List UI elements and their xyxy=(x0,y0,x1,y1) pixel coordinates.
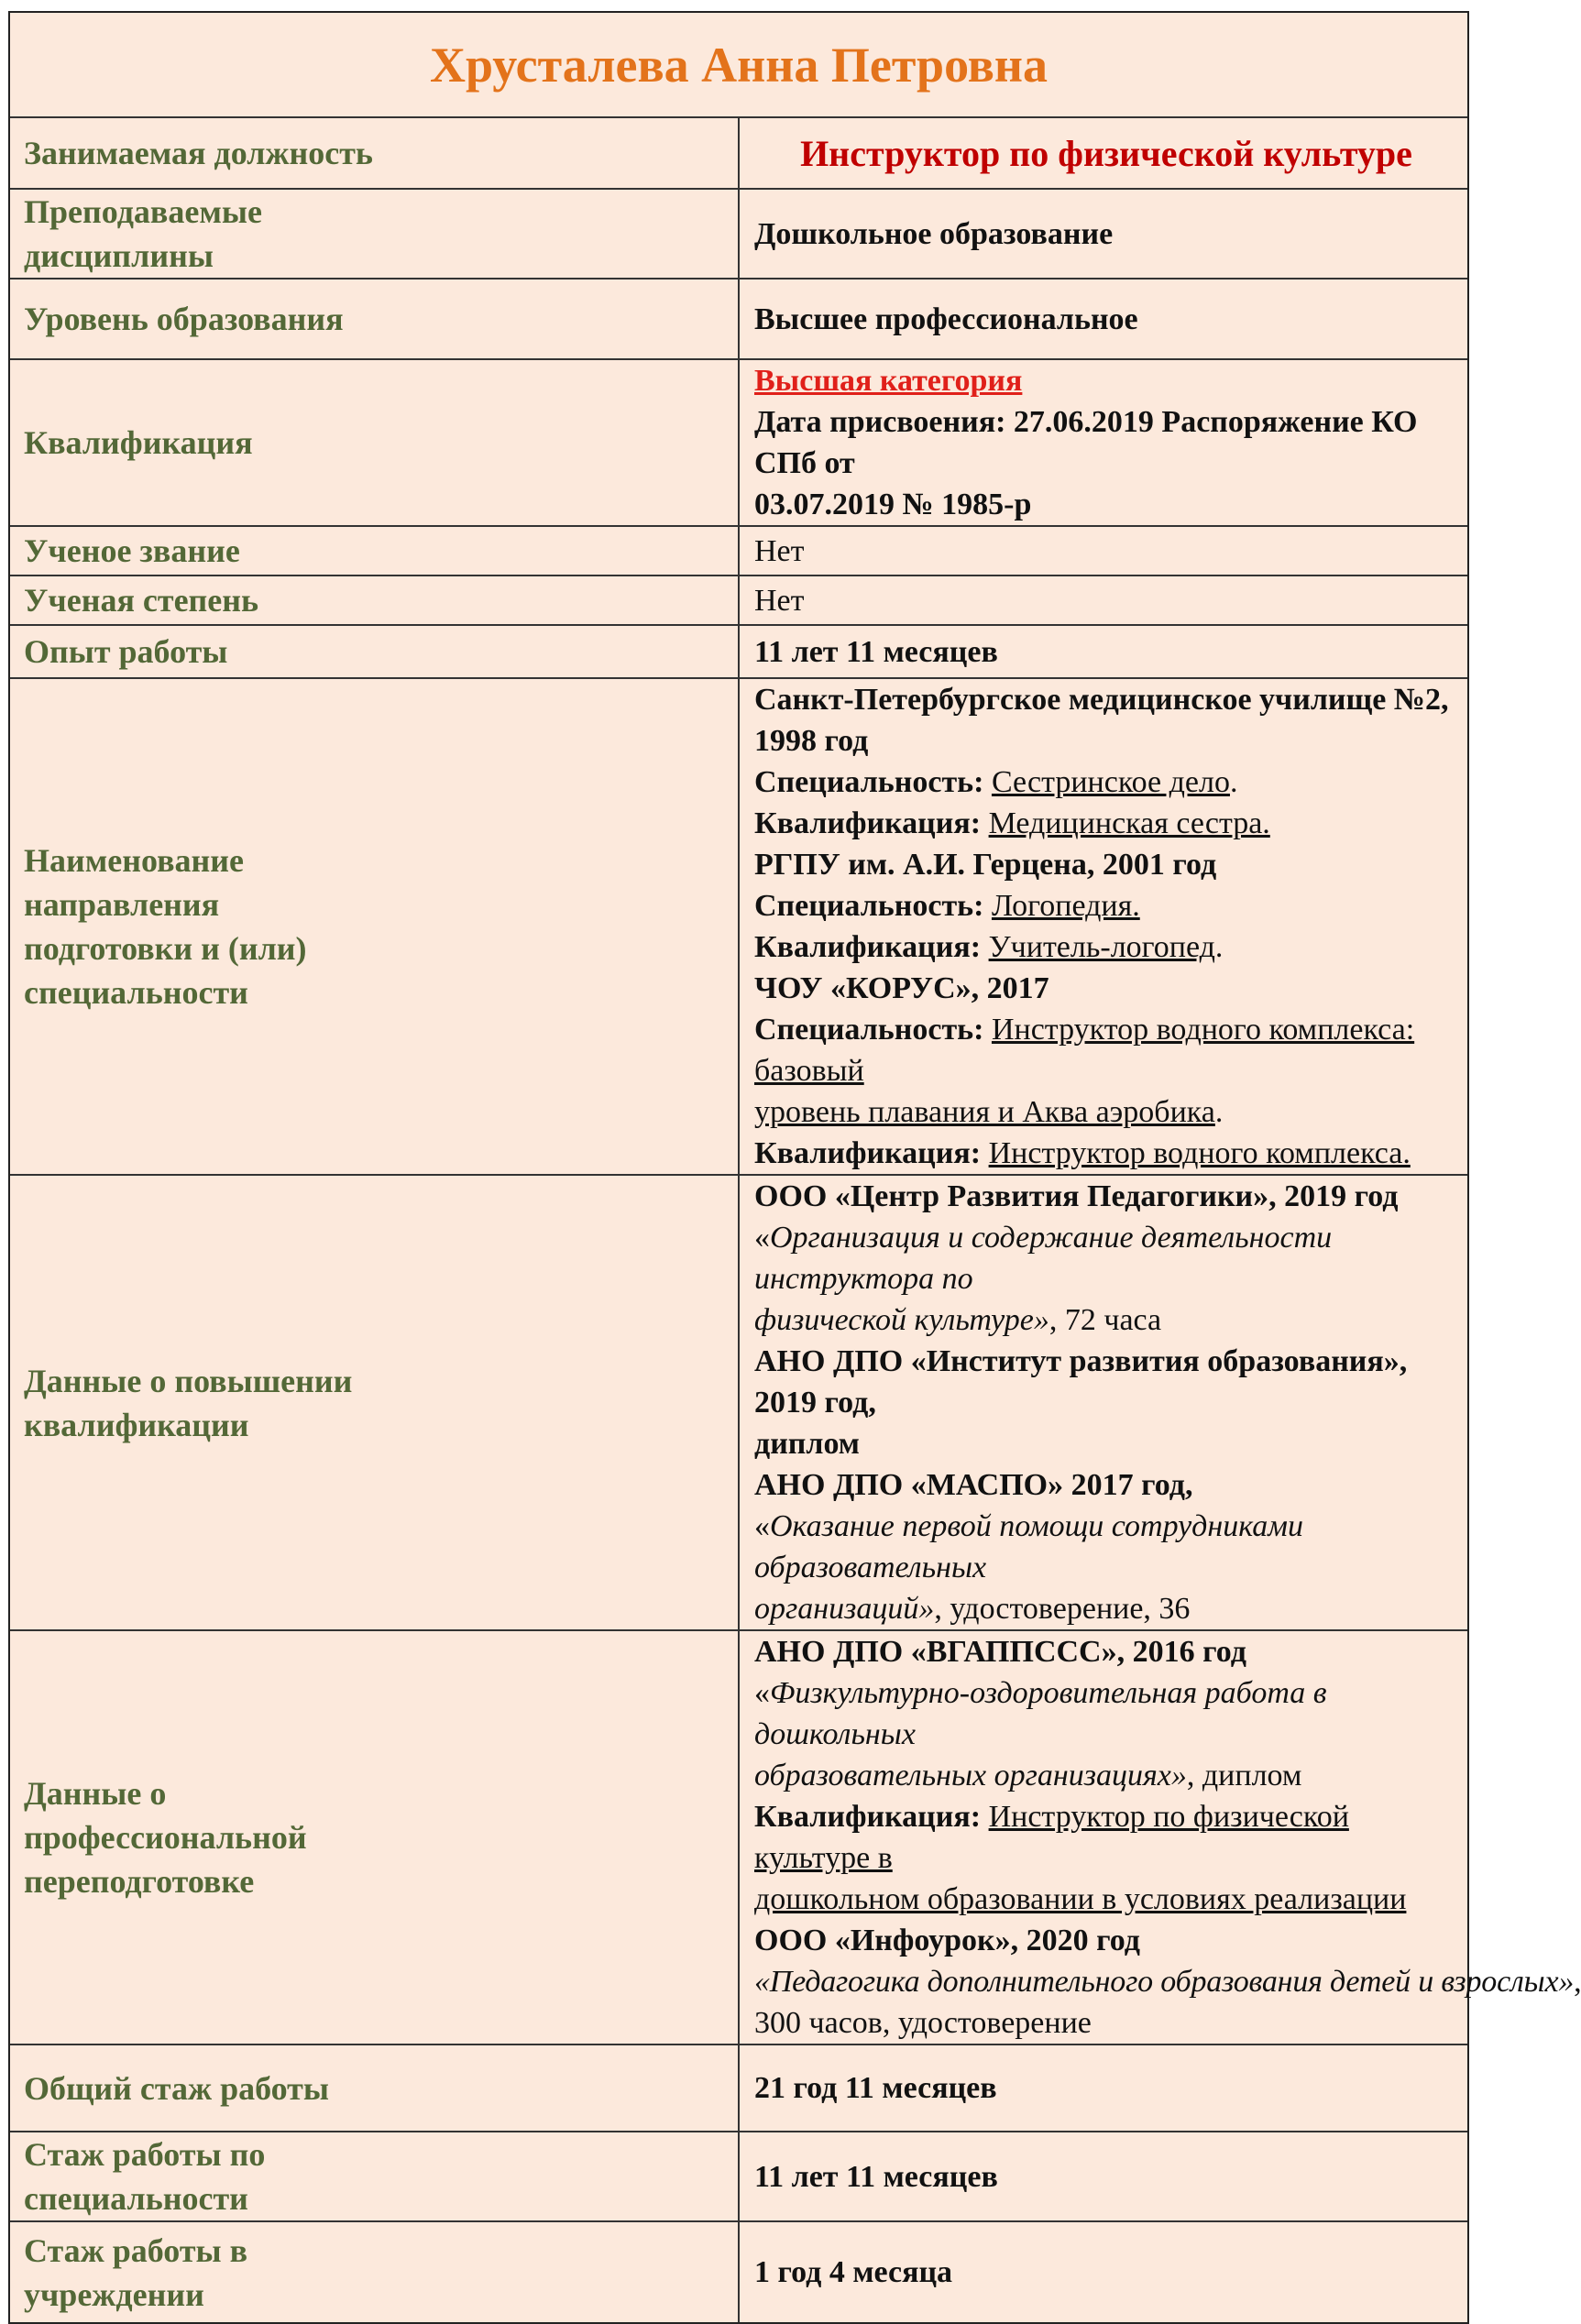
disciplines-label-line1: Преподаваемые xyxy=(24,193,262,230)
course1-quote: « xyxy=(754,1221,770,1255)
staff-card xyxy=(8,11,1581,2324)
course3-tail: , удостоверение, 36 xyxy=(934,1592,1191,1626)
position-value: Инструктор по физической культуре xyxy=(800,132,1412,174)
education-level-label: Уровень образования xyxy=(10,279,739,359)
row-education-level xyxy=(10,279,1467,359)
course3-title: АНО ДПО «МАСПО» 2017 год, xyxy=(754,1468,1193,1502)
retraining2-tail: 300 часов, удостоверение xyxy=(754,2006,1092,2040)
position-label: Занимаемая должность xyxy=(10,117,739,189)
retraining2-name: «Педагогика дополнительного образования детей и взрослых» xyxy=(754,1965,1575,1999)
institution-experience-value: 1 год 4 месяца xyxy=(739,2221,1467,2322)
academic-title-value: Нет xyxy=(739,526,1467,576)
retraining-label-line1: Данные о xyxy=(24,1775,167,1812)
advanced-training-value xyxy=(739,1175,1467,1630)
edu1-qual-label: Квалификация: xyxy=(754,806,982,840)
title-row xyxy=(10,13,1467,117)
specialty-experience-label-line1: Стаж работы по xyxy=(24,2136,266,2173)
edu3-title: ЧОУ «КОРУС», 2017 xyxy=(754,971,1049,1005)
edu1-qual: Медицинская сестра. xyxy=(988,806,1270,840)
academic-title-label: Ученое звание xyxy=(10,526,739,576)
total-experience-value: 21 год 11 месяцев xyxy=(739,2044,1467,2132)
course1-name-line2: физической культуре» xyxy=(754,1303,1049,1337)
specialty-label-line1: Наименование xyxy=(24,842,244,879)
academic-degree-label: Ученая степень xyxy=(10,576,739,625)
advanced-training-label-line1: Данные о повышении xyxy=(24,1362,353,1399)
edu1-spec: Сестринское дело xyxy=(991,765,1230,799)
retraining1-title: АНО ДПО «ВГАППССС», 2016 год xyxy=(754,1635,1246,1669)
retraining1-name-line2: образовательных организациях» xyxy=(754,1759,1187,1792)
retraining1-quote: « xyxy=(754,1676,770,1710)
course1-name-line1: Организация и содержание деятельности инструктора по xyxy=(754,1221,1333,1296)
retraining1-name-line1: Физкультурно-оздоровительная работа в дошкольных xyxy=(754,1676,1327,1751)
academic-degree-value: Нет xyxy=(739,576,1467,625)
specialty-label-line2: направления xyxy=(24,886,220,923)
category-link[interactable]: Высшая категория xyxy=(754,364,1023,398)
disciplines-label xyxy=(10,189,739,279)
course2-title-line2: диплом xyxy=(754,1427,860,1461)
qualification-date: Дата присвоения: 27.06.2019 Распоряжение КО СПб от xyxy=(754,405,1418,480)
disciplines-value: Дошкольное образование xyxy=(739,189,1467,279)
institution-experience-label xyxy=(10,2221,739,2322)
course1-title: ООО «Центр Развития Педагогики», 2019 год xyxy=(754,1179,1399,1213)
experience-label: Опыт работы xyxy=(10,625,739,678)
edu3-spec-label: Специальность: xyxy=(754,1013,984,1047)
specialty-value: Санкт-Петербургское медицинское училище №2, 1998 год Специальность: Сестринское дело. Квалификация: Медицинская сестра. РГПУ им. А.И. Герцена, 2001 год Специальность: Логопедия. Квалификация: Учитель-логопед. ЧОУ «КОРУС», 2017 Специальность: Инструктор водного комплекса: базовый уровень плавания и Аква аэробика. Квалификация: Инструктор водного комплекса. xyxy=(739,678,1467,1175)
retraining-label xyxy=(10,1630,739,2044)
edu3-spec-line1: Инструктор водного комплекса: базовый xyxy=(754,1013,1415,1088)
row-academic-title xyxy=(10,526,1467,576)
retraining-label-line3: переподготовке xyxy=(24,1863,255,1900)
experience-value: 11 лет 11 месяцев xyxy=(739,625,1467,678)
edu2-title: РГПУ им. А.И. Герцена, 2001 год xyxy=(754,848,1217,882)
institution-experience-label-line2: учреждении xyxy=(24,2275,204,2313)
edu3-qual-label: Квалификация: xyxy=(754,1136,982,1170)
disciplines-label-line2: дисциплины xyxy=(24,237,214,274)
course3-quote: « xyxy=(754,1509,770,1543)
retraining2-comma: , xyxy=(1574,1965,1581,1999)
specialty-label-line4: специальности xyxy=(24,974,248,1011)
person-name: Хрусталева Анна Петровна xyxy=(10,13,1467,117)
retraining-label-line2: профессиональной xyxy=(24,1819,307,1856)
qualification-label: Квалификация xyxy=(10,359,739,526)
institution-experience-label-line1: Стаж работы в xyxy=(24,2231,248,2269)
retraining1-qual-label: Квалификация: xyxy=(754,1800,982,1834)
course1-hours: , 72 часа xyxy=(1049,1303,1162,1337)
specialty-label xyxy=(10,678,739,1175)
row-institution-experience xyxy=(10,2221,1467,2322)
edu2-spec-label: Специальность: xyxy=(754,889,984,923)
qualification-value xyxy=(739,359,1467,526)
advanced-training-label-line2: квалификации xyxy=(24,1406,249,1443)
course3-name-line1: Оказание первой помощи сотрудниками образовательных xyxy=(754,1509,1303,1584)
advanced-training-label xyxy=(10,1175,739,1630)
retraining-value xyxy=(739,1630,1581,2044)
edu2-spec: Логопедия. xyxy=(991,889,1140,923)
row-retraining xyxy=(10,1630,1467,2044)
retraining1-qual-line1: Инструктор по физической культуре в xyxy=(754,1800,1349,1875)
retraining1-tail: , диплом xyxy=(1186,1759,1302,1792)
specialty-experience-label-line2: специальности xyxy=(24,2180,248,2217)
specialty-experience-label xyxy=(10,2132,739,2221)
qualification-order: 03.07.2019 № 1985-р xyxy=(754,488,1032,521)
position-value-cell xyxy=(739,117,1467,189)
row-advanced-training xyxy=(10,1175,1467,1630)
row-experience xyxy=(10,625,1467,678)
staff-info-table xyxy=(10,13,1581,2322)
row-academic-degree xyxy=(10,576,1467,625)
row-specialty xyxy=(10,678,1467,1175)
edu3-qual: Инструктор водного комплекса. xyxy=(988,1136,1411,1170)
total-experience-label: Общий стаж работы xyxy=(10,2044,739,2132)
edu2-qual-label: Квалификация: xyxy=(754,930,982,964)
education-level-value: Высшее профессиональное xyxy=(739,279,1467,359)
edu1-title: Санкт-Петербургское медицинское училище №2, 1998 год xyxy=(754,683,1449,758)
edu3-spec-line2: уровень плавания и Аква аэробика xyxy=(754,1095,1215,1129)
specialty-label-line3: подготовки и (или) xyxy=(24,930,307,967)
row-disciplines xyxy=(10,189,1467,279)
course3-name-line2: организаций» xyxy=(754,1592,935,1626)
row-specialty-experience xyxy=(10,2132,1467,2221)
specialty-experience-value: 11 лет 11 месяцев xyxy=(739,2132,1467,2221)
retraining2-title: ООО «Инфоурок», 2020 год xyxy=(754,1924,1140,1957)
row-position xyxy=(10,117,1467,189)
row-total-experience xyxy=(10,2044,1467,2132)
edu1-spec-label: Специальность: xyxy=(754,765,984,799)
edu2-qual: Учитель-логопед xyxy=(988,930,1215,964)
course2-title-line1: АНО ДПО «Институт развития образования», 2019 год, xyxy=(754,1344,1408,1420)
row-qualification xyxy=(10,359,1467,526)
retraining1-qual-line2: дошкольном образовании в условиях реализации xyxy=(754,1882,1407,1916)
